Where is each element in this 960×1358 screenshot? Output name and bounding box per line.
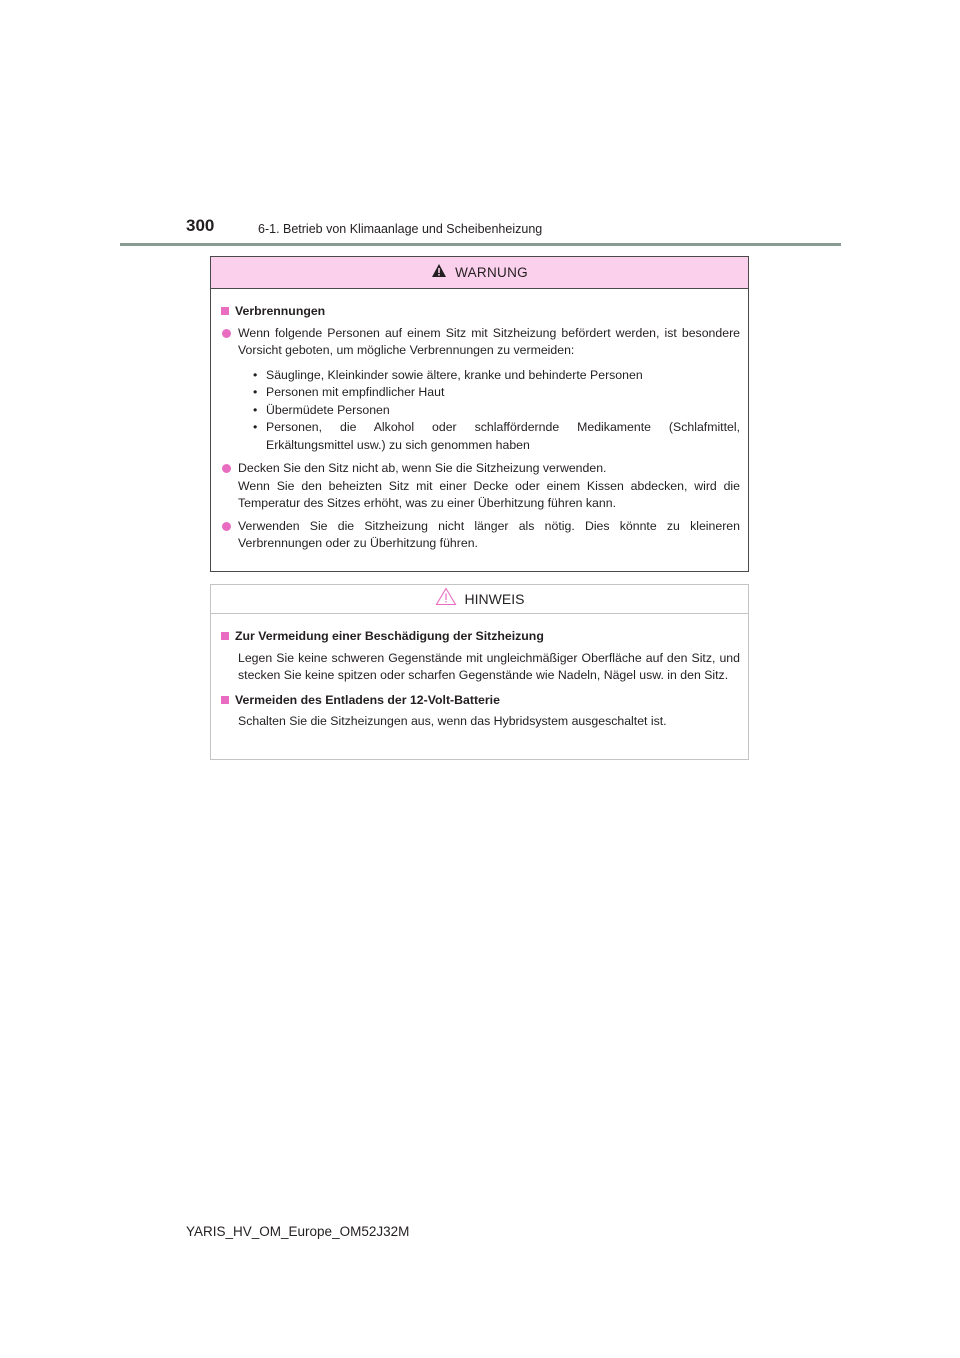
warning-title: WARNUNG — [455, 265, 528, 280]
list-item: • Personen mit empfindlicher Haut — [253, 385, 445, 399]
square-bullet-icon — [221, 307, 229, 315]
document-id: YARIS_HV_OM_Europe_OM52J32M — [186, 1224, 410, 1239]
circle-bullet-icon — [222, 522, 231, 531]
warning-header — [211, 257, 748, 289]
square-bullet-icon — [221, 696, 229, 704]
warning-box — [210, 256, 749, 572]
notice-header — [211, 585, 748, 614]
caution-triangle-icon — [435, 587, 457, 611]
list-item: • Säuglinge, Kleinkinder sowie ältere, kranke und behinderte Personen — [253, 367, 643, 382]
list-item: • Personen, die Alkohol oder schlaffördernde Medikamente (Schlafmittel, Erkältungsmittel usw.) zu sich genommen haben — [253, 420, 740, 452]
warning-triangle-icon — [431, 263, 447, 283]
warning-subheading: Verbrennungen — [221, 303, 740, 321]
list-item: • Übermüdete Personen — [253, 402, 390, 417]
warning-list — [253, 367, 740, 455]
page-number: 300 — [186, 216, 215, 235]
warning-bullet: Verwenden Sie die Sitzheizung nicht länger als nötig. Dies könnte zu kleineren Verbrennungen oder zu Überhitzung führen. — [221, 518, 740, 553]
header-rule — [120, 243, 841, 246]
notice-subheading: Zur Vermeidung einer Beschädigung der Sitzheizung — [221, 628, 740, 646]
circle-bullet-icon — [222, 329, 231, 338]
warning-bullet: Wenn folgende Personen auf einem Sitz mit Sitzheizung befördert werden, ist besondere Vorsicht geboten, um mögliche Verbrennungen zu vermeiden: — [221, 325, 740, 360]
notice-text: Legen Sie keine schweren Gegenstände mit ungleichmäßiger Oberfläche auf den Sitz, und stecken Sie keine spitzen oder scharfen Gegenstände wie Nadeln, Nägel usw. in den Sitz. — [238, 650, 740, 682]
notice-title: HINWEIS — [464, 591, 525, 607]
section-title: 6-1. Betrieb von Klimaanlage und Scheibenheizung — [258, 222, 543, 236]
warning-bullet: Decken Sie den Sitz nicht ab, wenn Sie die Sitzheizung verwenden. Wenn Sie den beheizten Sitz mit einer Decke oder einem Kissen abdecken, wird die Temperatur des Sitzes erhöht, was zu einer Überhitzung führen kann. — [221, 460, 740, 513]
notice-text: Schalten Sie die Sitzheizungen aus, wenn das Hybridsystem ausgeschaltet ist. — [238, 714, 667, 728]
notice-box — [210, 584, 749, 760]
circle-bullet-icon — [222, 464, 231, 473]
square-bullet-icon — [221, 632, 229, 640]
notice-subheading: Vermeiden des Entladens der 12-Volt-Batterie — [221, 692, 740, 710]
